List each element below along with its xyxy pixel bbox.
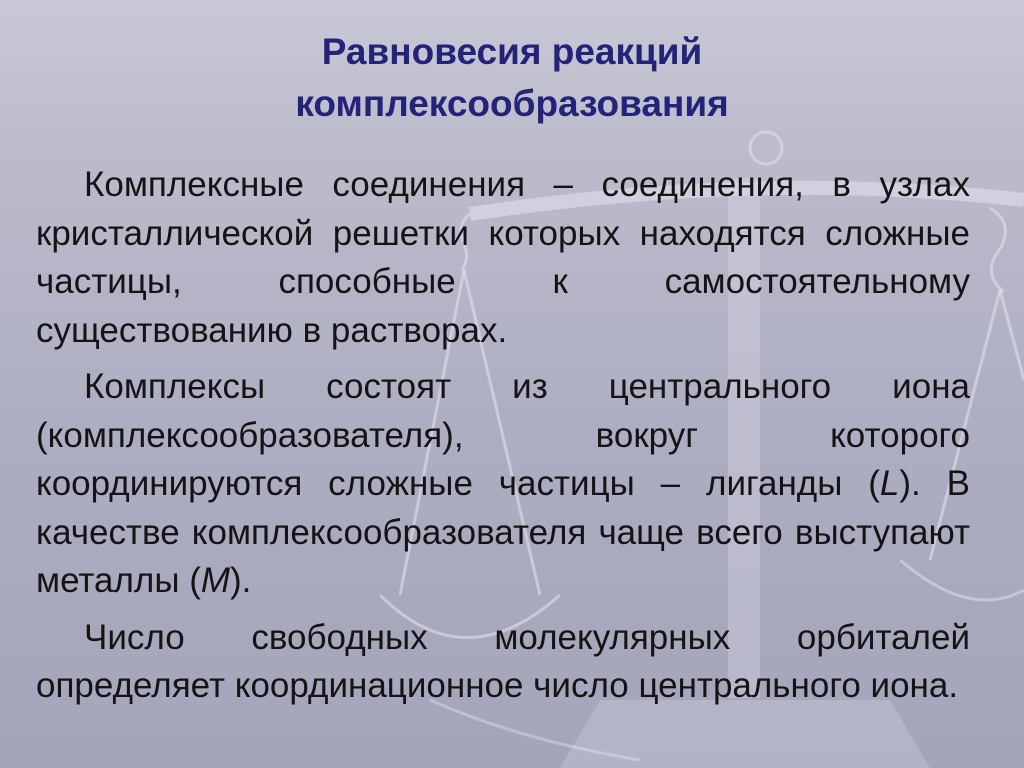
paragraph-composition	[36, 363, 970, 606]
paragraph-composition-part-1: Комплексы состоят из центрального иона (комплексообразователя), вокруг которого координируются сложные частицы – лиганды (	[36, 367, 970, 503]
metal-symbol: M	[200, 561, 231, 600]
title-line-2: комплексообразования	[295, 83, 729, 124]
paragraph-definition: Комплексные соединения – соединения, в узлах кристаллической решетки которых находятся сложные частицы, способные к самостоятельному существованию в растворах.	[36, 165, 970, 350]
title-line-1: Равновесия реакций	[321, 31, 703, 72]
slide-title	[0, 26, 1024, 130]
paragraph-composition-part-3: ).	[230, 561, 252, 600]
slide-body	[36, 161, 970, 719]
ligand-symbol: L	[879, 464, 900, 503]
paragraph-composition-part-2: ). В качестве комплексообразователя чаще всего выступают металлы (	[36, 464, 970, 600]
paragraph-coordination-number: Число свободных молекулярных орбиталей определяет координационное число центрального иона.	[36, 617, 970, 705]
